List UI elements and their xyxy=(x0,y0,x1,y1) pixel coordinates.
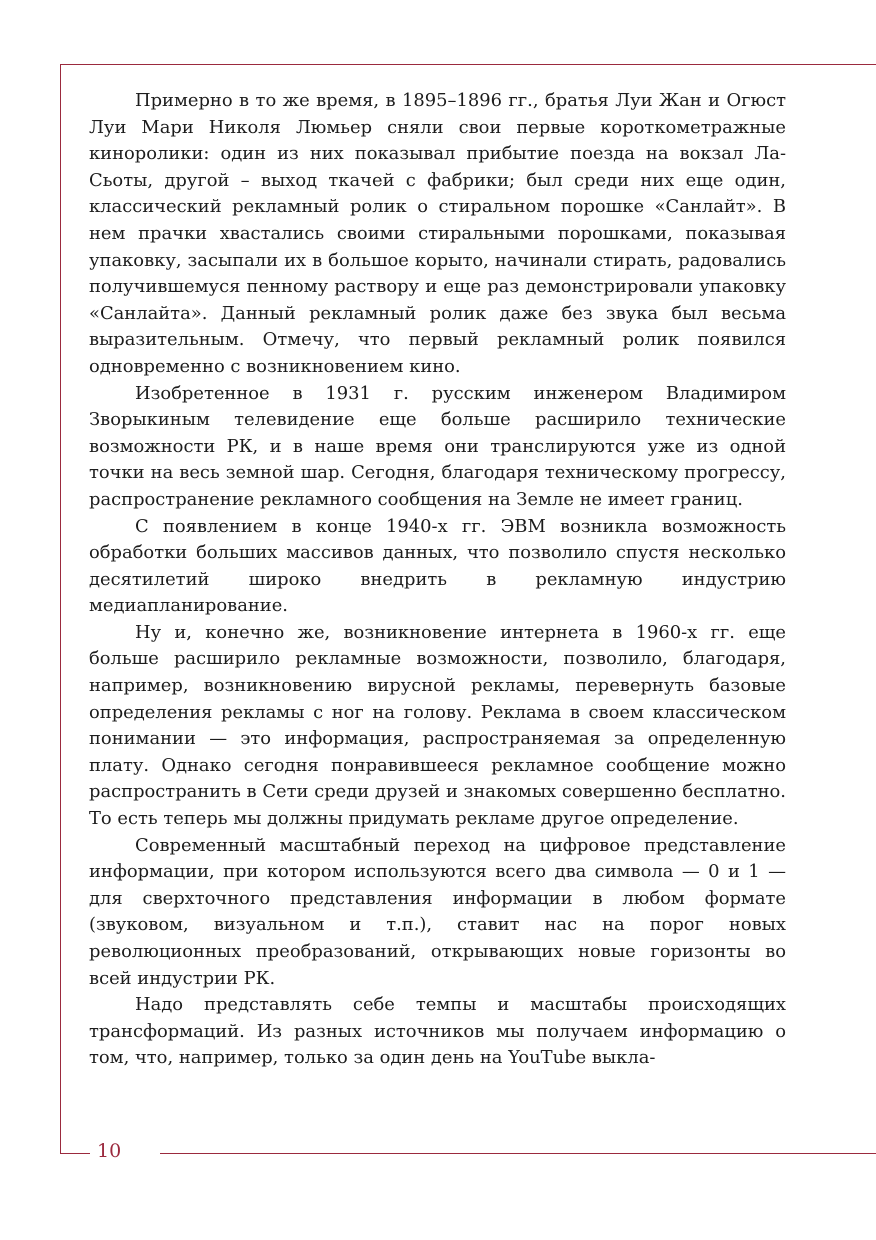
paragraph-1: Примерно в то же время, в 1895–1896 гг., братья Луи Жан и Огюст Луи Мари Николя Люмьер сняли свои первые короткометражные киноролики: один из них показывал прибытие поезда на вокзал Ла-Сьоты, другой – выход ткачей с фабрики; был среди них еще один, классический рекламный ролик о стиральном порошке «Санлайт». В нем прачки хвастались своими стиральными порошками, показывая упаковку, засыпали их в большое корыто, начинали стирать, радовались получившемуся пенному раствору и еще раз демонстрировали упаковку «Санлайта». Данный рекламный ролик даже без звука был весьма выразительным. Отмечу, что первый рекламный ролик появился одновременно с возникновением кино. xyxy=(89,90,786,377)
body-text xyxy=(89,88,786,1072)
footer-rule-right xyxy=(160,1153,876,1154)
page-number: 10 xyxy=(97,1140,122,1162)
footer-rule-left xyxy=(60,1153,90,1154)
paragraph-2: Изобретенное в 1931 г. русским инженером Владимиром Зворыкиным телевидение еще больше расширило технические возможности РК, и в наше время они транслируются уже из одной точки на весь земной шар. Сегодня, благодаря техническому прогрессу, распространение рекламного сообщения на Земле не имеет границ. xyxy=(89,382,786,510)
frame-top-rule xyxy=(60,64,876,65)
paragraph-4: Ну и, конечно же, возникновение интернета в 1960-х гг. еще больше расширило рекламные возможности, позволило, благодаря, например, возникновению вирусной рекламы, перевернуть базовые определения рекламы с ног на голову. Реклама в своем классическом понимании — это информация, распространяемая за определенную плату. Однако сегодня понравившееся рекламное сообщение можно распространить в Сети среди друзей и знакомых совершенно бесплатно. То есть теперь мы должны придумать рекламе другое определение. xyxy=(89,621,786,830)
paragraph-5: Современный масштабный переход на цифровое представление информации, при котором используются всего два символа — 0 и 1 — для сверхточного представления информации в любом формате (звуковом, визуальном и т.п.), ставит нас на порог новых революционных преобразований, открывающих новые горизонты во всей индустрии РК. xyxy=(89,834,786,989)
paragraph-3: С появлением в конце 1940-х гг. ЭВМ возникла возможность обработки больших массивов данных, что позволило спустя несколько десятилетий широко внедрить в рекламную индустрию медиапланирование. xyxy=(89,515,786,617)
frame-left-rule xyxy=(60,64,61,1154)
paragraph-6: Надо представлять себе темпы и масштабы происходящих трансформаций. Из разных источников мы получаем информацию о том, что, например, только за один день на YouTube выкла- xyxy=(89,994,786,1069)
